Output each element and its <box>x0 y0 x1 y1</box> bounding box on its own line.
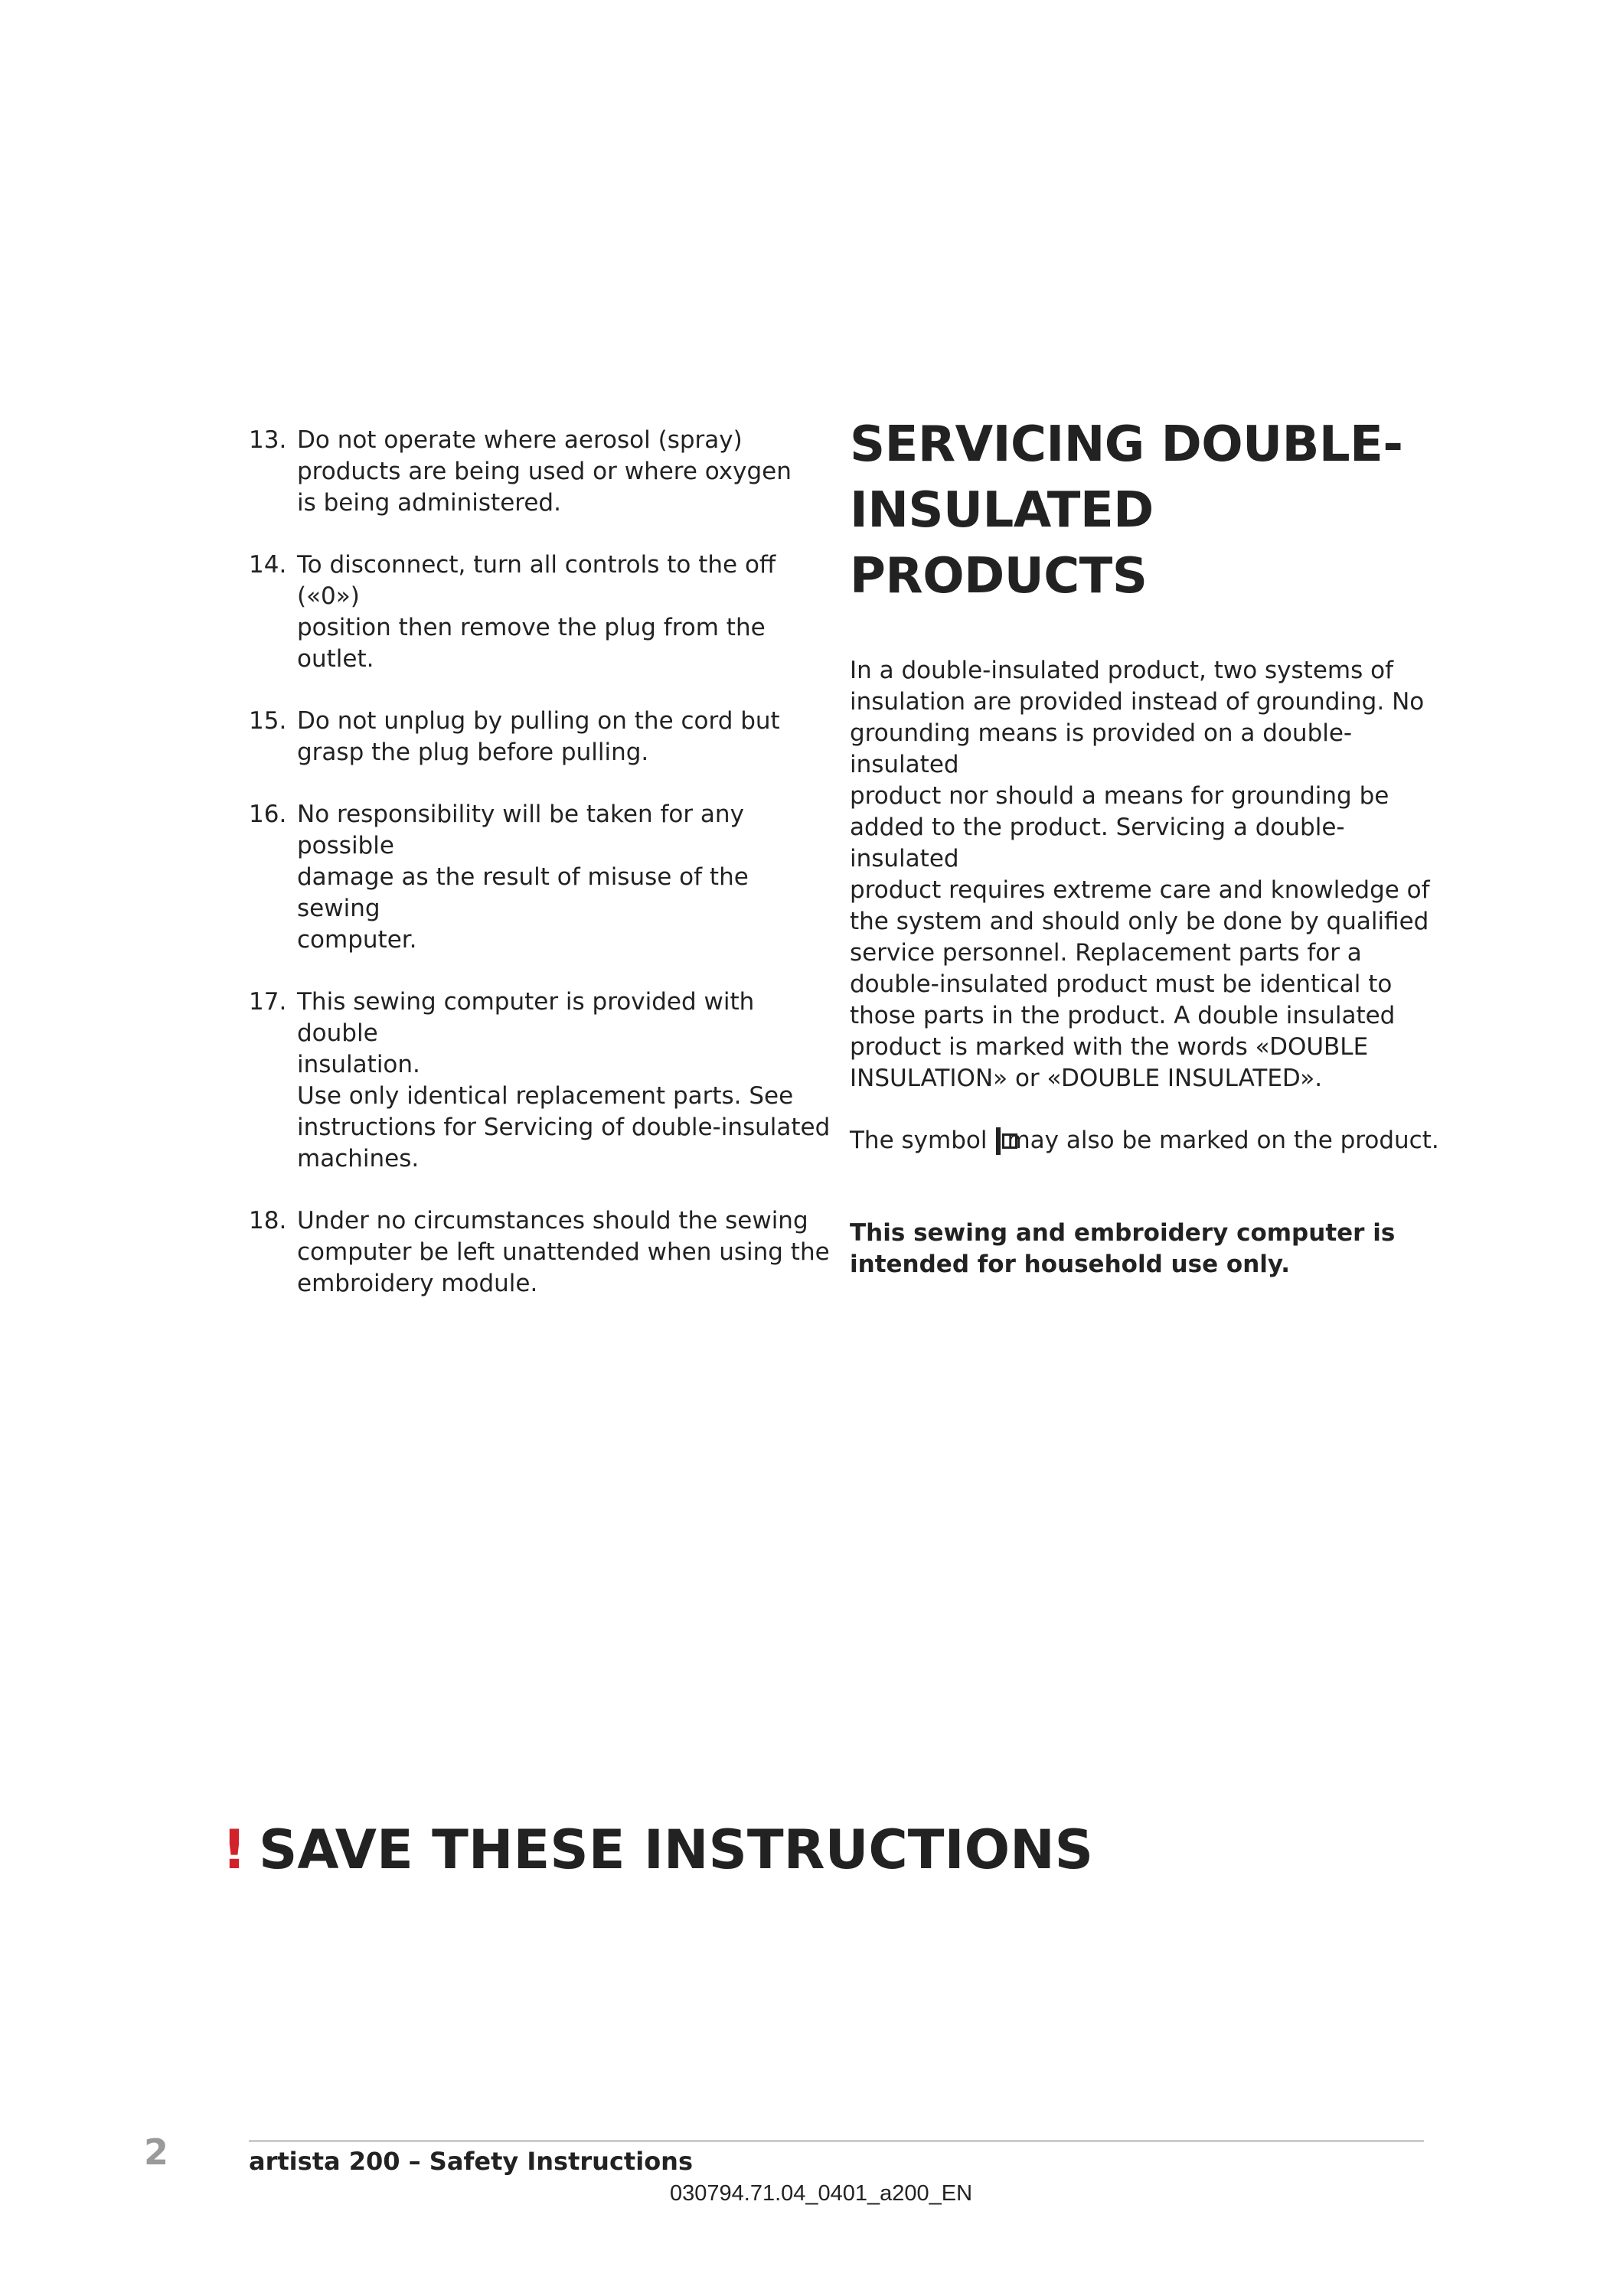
item-line: computer. <box>297 926 417 954</box>
paragraph-line: product nor should a means for grounding be <box>850 782 1389 810</box>
safety-item-16 <box>249 799 831 956</box>
item-text <box>297 425 831 519</box>
item-line: position then remove the plug from the outlet. <box>297 614 766 673</box>
item-line: To disconnect, turn all controls to the off («0») <box>297 551 776 610</box>
paragraph-line: those parts in the product. A double insulated <box>850 1002 1396 1029</box>
safety-item-18 <box>249 1205 831 1300</box>
item-line: is being administered. <box>297 489 561 517</box>
item-line: computer be left unattended when using the <box>297 1238 830 1266</box>
note-line: This sewing and embroidery computer is <box>850 1219 1396 1247</box>
item-text <box>297 799 831 956</box>
item-text <box>297 1205 831 1300</box>
save-instructions-heading <box>222 1815 1093 1884</box>
item-line: damage as the result of misuse of the sewing <box>297 863 749 922</box>
item-number: 17. <box>249 988 287 1016</box>
save-instructions-text: SAVE THESE INSTRUCTIONS <box>258 1818 1094 1881</box>
item-text <box>297 987 831 1175</box>
exclamation-icon: ! <box>222 1818 247 1881</box>
paragraph-line: double-insulated product must be identical to <box>850 970 1393 998</box>
item-line: Do not operate where aerosol (spray) <box>297 426 743 454</box>
paragraph-line: service personnel. Replacement parts for a <box>850 939 1362 967</box>
servicing-section <box>850 412 1439 1280</box>
safety-item-14 <box>249 550 831 675</box>
paragraph-line: insulation are provided instead of grounding. No <box>850 688 1425 716</box>
title-line: SERVICING DOUBLE- <box>850 416 1403 473</box>
footer-divider <box>249 2140 1424 2142</box>
item-number: 15. <box>249 707 287 735</box>
item-line: Under no circumstances should the sewing <box>297 1207 808 1234</box>
item-line: This sewing computer is provided with double <box>297 988 755 1047</box>
item-line: No responsibility will be taken for any possible <box>297 801 744 859</box>
title-line: INSULATED PRODUCTS <box>850 482 1154 605</box>
item-number: 13. <box>249 426 287 454</box>
household-use-note <box>850 1218 1432 1280</box>
paragraph-line: product is marked with the words «DOUBLE <box>850 1033 1369 1061</box>
item-line: grasp the plug before pulling. <box>297 739 649 766</box>
section-title <box>850 412 1432 609</box>
note-line: intended for household use only. <box>850 1251 1291 1278</box>
item-text <box>297 706 831 768</box>
servicing-paragraph <box>850 655 1432 1094</box>
item-text <box>297 550 831 675</box>
item-line: Use only identical replacement parts. See <box>297 1082 794 1110</box>
item-line: embroidery module. <box>297 1270 538 1297</box>
symbol-text-after: may also be marked on the product. <box>1007 1127 1439 1154</box>
paragraph-line: added to the product. Servicing a double-insulated <box>850 814 1345 872</box>
paragraph-line: In a double-insulated product, two systems of <box>850 657 1393 684</box>
paragraph-line: product requires extreme care and knowledge of <box>850 876 1430 904</box>
safety-item-15 <box>249 706 831 768</box>
paragraph-line: the system and should only be done by qualified <box>850 908 1429 935</box>
symbol-sentence <box>850 1125 1439 1156</box>
safety-item-13 <box>249 425 831 519</box>
paragraph-line: INSULATION» or «DOUBLE INSULATED». <box>850 1065 1323 1092</box>
item-line: machines. <box>297 1145 420 1172</box>
item-line: Do not unplug by pulling on the cord but <box>297 707 780 735</box>
item-number: 18. <box>249 1207 287 1234</box>
item-number: 16. <box>249 801 287 828</box>
item-line: instructions for Servicing of double-insulated <box>297 1114 831 1141</box>
footer-title: artista 200 – Safety Instructions <box>249 2147 693 2176</box>
item-line: insulation. <box>297 1051 420 1078</box>
document-code: 030794.71.04_0401_a200_EN <box>670 2181 973 2206</box>
paragraph-line: grounding means is provided on a double-insulated <box>850 719 1353 778</box>
symbol-text-before: The symbol <box>850 1127 988 1154</box>
item-number: 14. <box>249 551 287 579</box>
page-number: 2 <box>144 2131 169 2173</box>
item-line: products are being used or where oxygen <box>297 458 792 485</box>
safety-items-list <box>249 425 831 1330</box>
double-insulation-icon <box>996 1127 1001 1155</box>
safety-item-17 <box>249 987 831 1175</box>
